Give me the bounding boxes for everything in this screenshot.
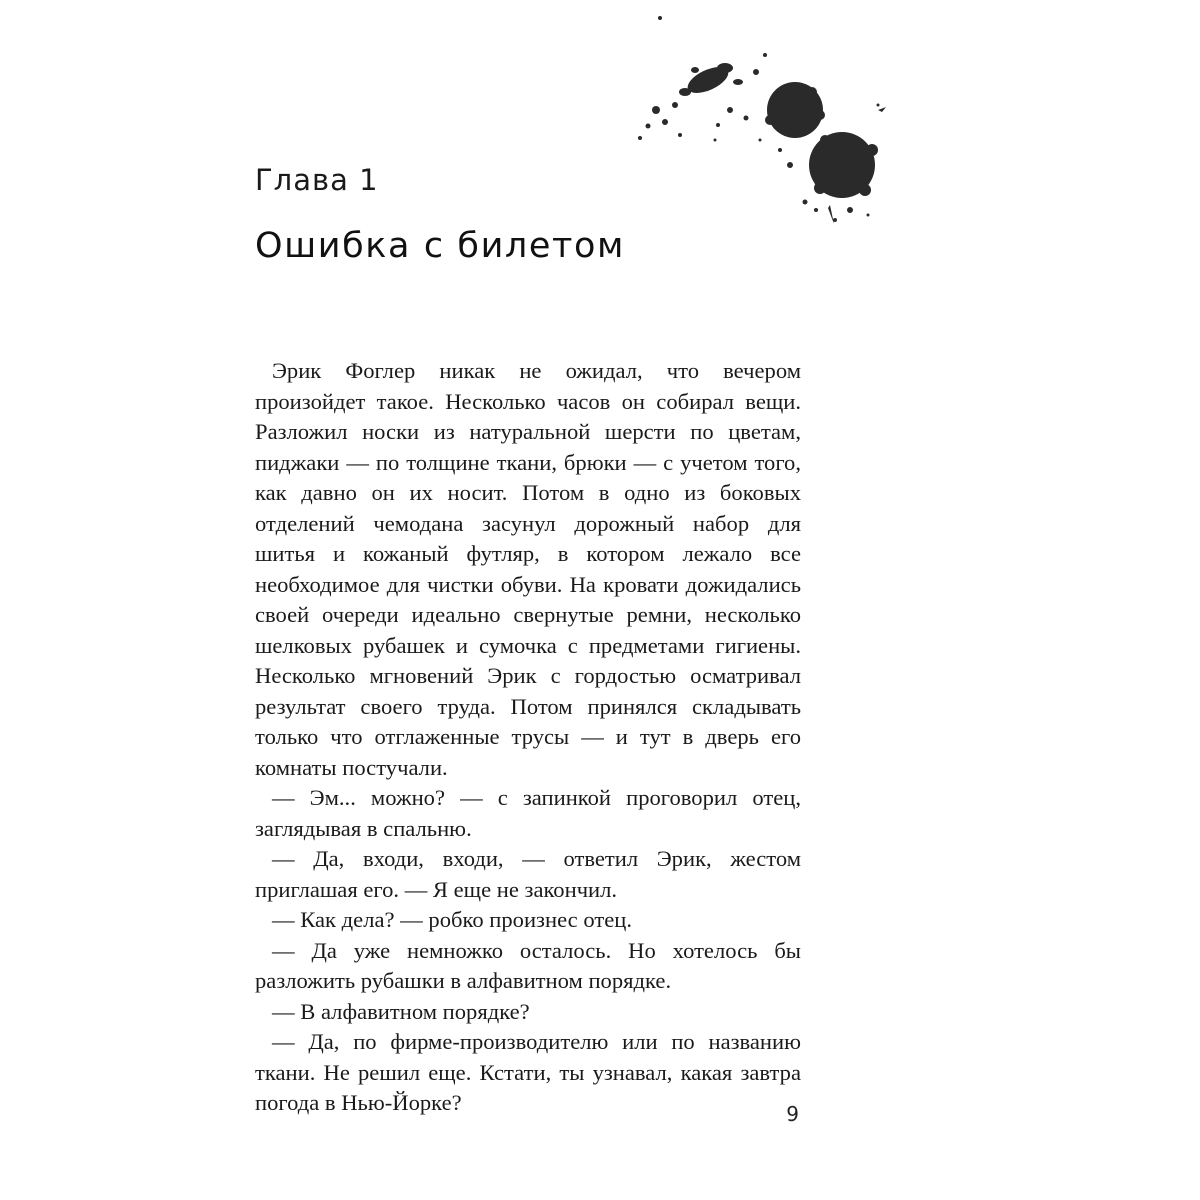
chapter-number: Глава 1: [255, 163, 379, 197]
paragraph: — Как дела? — робко произнес отец.: [272, 907, 632, 932]
paragraph: — Да уже немножко осталось. Но хотелось бы разложить рубашки в алфавитном порядке.: [255, 937, 801, 993]
paragraph: — Да, по фирме-производителю или по названию ткани. Не решил еще. Кстати, ты узнавал, какая завтра погода в Нью-Йорке?: [255, 1029, 801, 1115]
paragraph: Эрик Фоглер никак не ожидал, что вечером произойдет такое. Несколько часов он собирал вещи. Разложил носки из натуральной шерсти по цветам, пиджаки — по толщине ткани, брюки — с учетом того, как давно он их носит. Потом в одно из боковых отделений чемодана засунул дорожный набор для шитья и кожаный футляр, в котором лежало все необходимое для чистки обуви. На кровати дожидались своей очереди идеально свернутые ремни, несколько шелковых рубашек и сумочка с предметами гигиены. Несколько мгновений Эрик с гордостью осматривал результат своего труда. Потом принялся складывать только что отглаженные трусы — и тут в дверь его комнаты постучали.: [255, 358, 801, 780]
paragraph: — Да, входи, входи, — ответил Эрик, жестом приглашая его. — Я еще не закончил.: [255, 846, 801, 902]
paragraph: — Эм... можно? — с запинкой проговорил отец, заглядывая в спальню.: [255, 785, 801, 841]
page-number: 9: [786, 1102, 799, 1126]
paragraph: — В алфавитном порядке?: [272, 998, 530, 1024]
chapter-title: Ошибка с билетом: [255, 226, 626, 266]
chapter-body: [255, 356, 801, 1119]
ink-splatter-illustration: [620, 10, 900, 230]
